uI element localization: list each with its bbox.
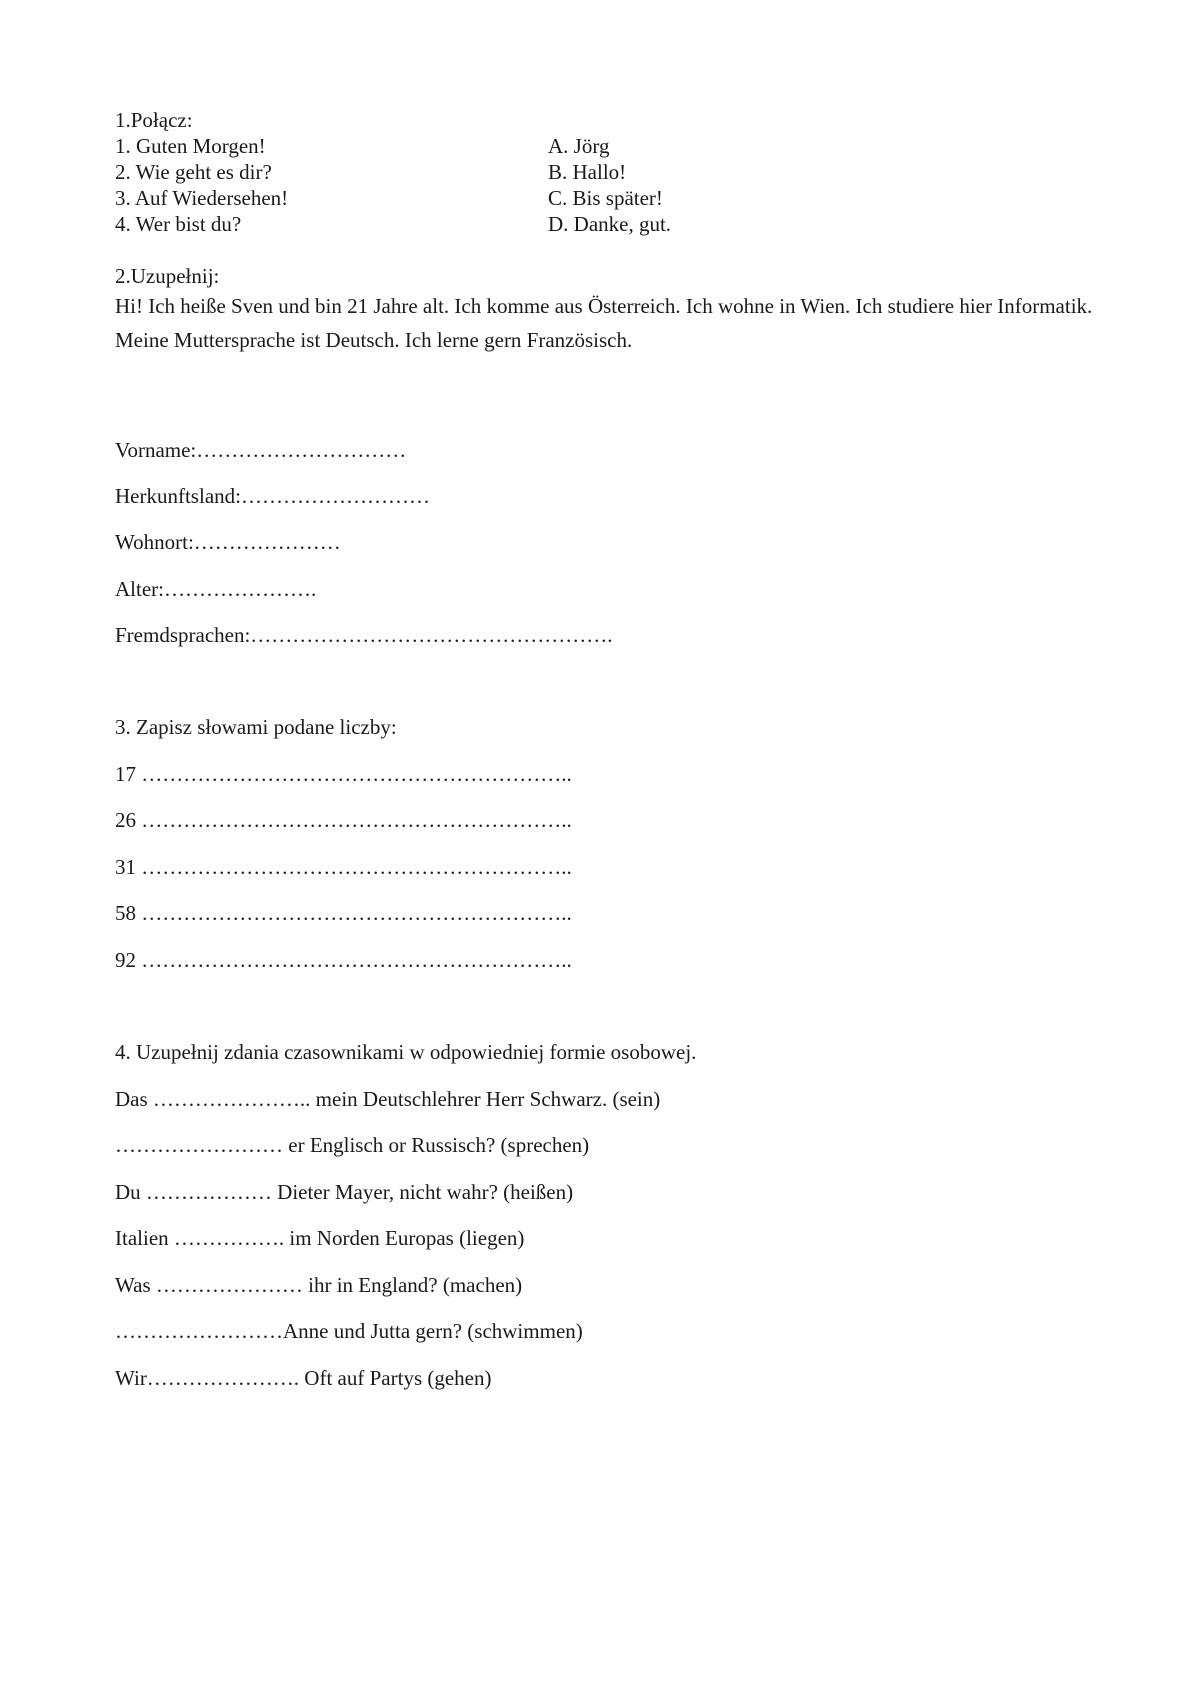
section2-text: Hi! Ich heiße Sven und bin 21 Jahre alt. Ich komme aus Österreich. Ich wohne in Wien. Ich studiere hier Informatik. Meine Muttersprache ist Deutsch. Ich lerne gern Französisch.: [115, 294, 1093, 352]
field-vorname: Vorname:…………………………: [115, 438, 407, 462]
field-wohnort: Wohnort:…………………: [115, 530, 341, 554]
match-left-item-4: 4. Wer bist du?: [115, 212, 242, 236]
field-alter: Alter:………………….: [115, 577, 317, 601]
field-herkunftsland: Herkunftsland:………………………: [115, 484, 430, 508]
match-right-item-c: C. Bis später!: [548, 186, 663, 210]
field-fremdsprachen: Fremdsprachen:…………………………………………….: [115, 623, 613, 647]
verb-sentence-1: Das ………………….. mein Deutschlehrer Herr Schwarz. (sein): [115, 1087, 661, 1111]
number-item-17: 17 ……………………………………………………..: [115, 762, 572, 786]
verb-sentence-2: …………………… er Englisch or Russisch? (sprechen): [115, 1133, 590, 1157]
section4-heading: 4. Uzupełnij zdania czasownikami w odpowiedniej formie osobowej.: [115, 1040, 697, 1064]
verb-sentence-5: Was ………………… ihr in England? (machen): [115, 1273, 523, 1297]
number-item-92: 92 ……………………………………………………..: [115, 948, 572, 972]
verb-sentence-4: Italien ……………. im Norden Europas (liegen): [115, 1226, 525, 1250]
match-right-item-d: D. Danke, gut.: [548, 212, 672, 236]
match-left-item-2: 2. Wie geht es dir?: [115, 160, 272, 184]
match-left-item-3: 3. Auf Wiedersehen!: [115, 186, 289, 210]
match-right-item-b: B. Hallo!: [548, 160, 627, 184]
section3-heading: 3. Zapisz słowami podane liczby:: [115, 715, 397, 739]
verb-sentence-7: Wir…………………. Oft auf Partys (gehen): [115, 1366, 492, 1390]
number-item-26: 26 ……………………………………………………..: [115, 808, 572, 832]
number-item-58: 58 ……………………………………………………..: [115, 901, 572, 925]
section2-heading: 2.Uzupełnij:: [115, 264, 220, 288]
number-item-31: 31 ……………………………………………………..: [115, 855, 572, 879]
match-left-item-1: 1. Guten Morgen!: [115, 134, 266, 158]
match-right-item-a: A. Jörg: [548, 134, 610, 158]
section1-heading: 1.Połącz:: [115, 108, 193, 132]
verb-sentence-3: Du ……………… Dieter Mayer, nicht wahr? (heißen): [115, 1180, 574, 1204]
verb-sentence-6: ……………………Anne und Jutta gern? (schwimmen): [115, 1319, 583, 1343]
